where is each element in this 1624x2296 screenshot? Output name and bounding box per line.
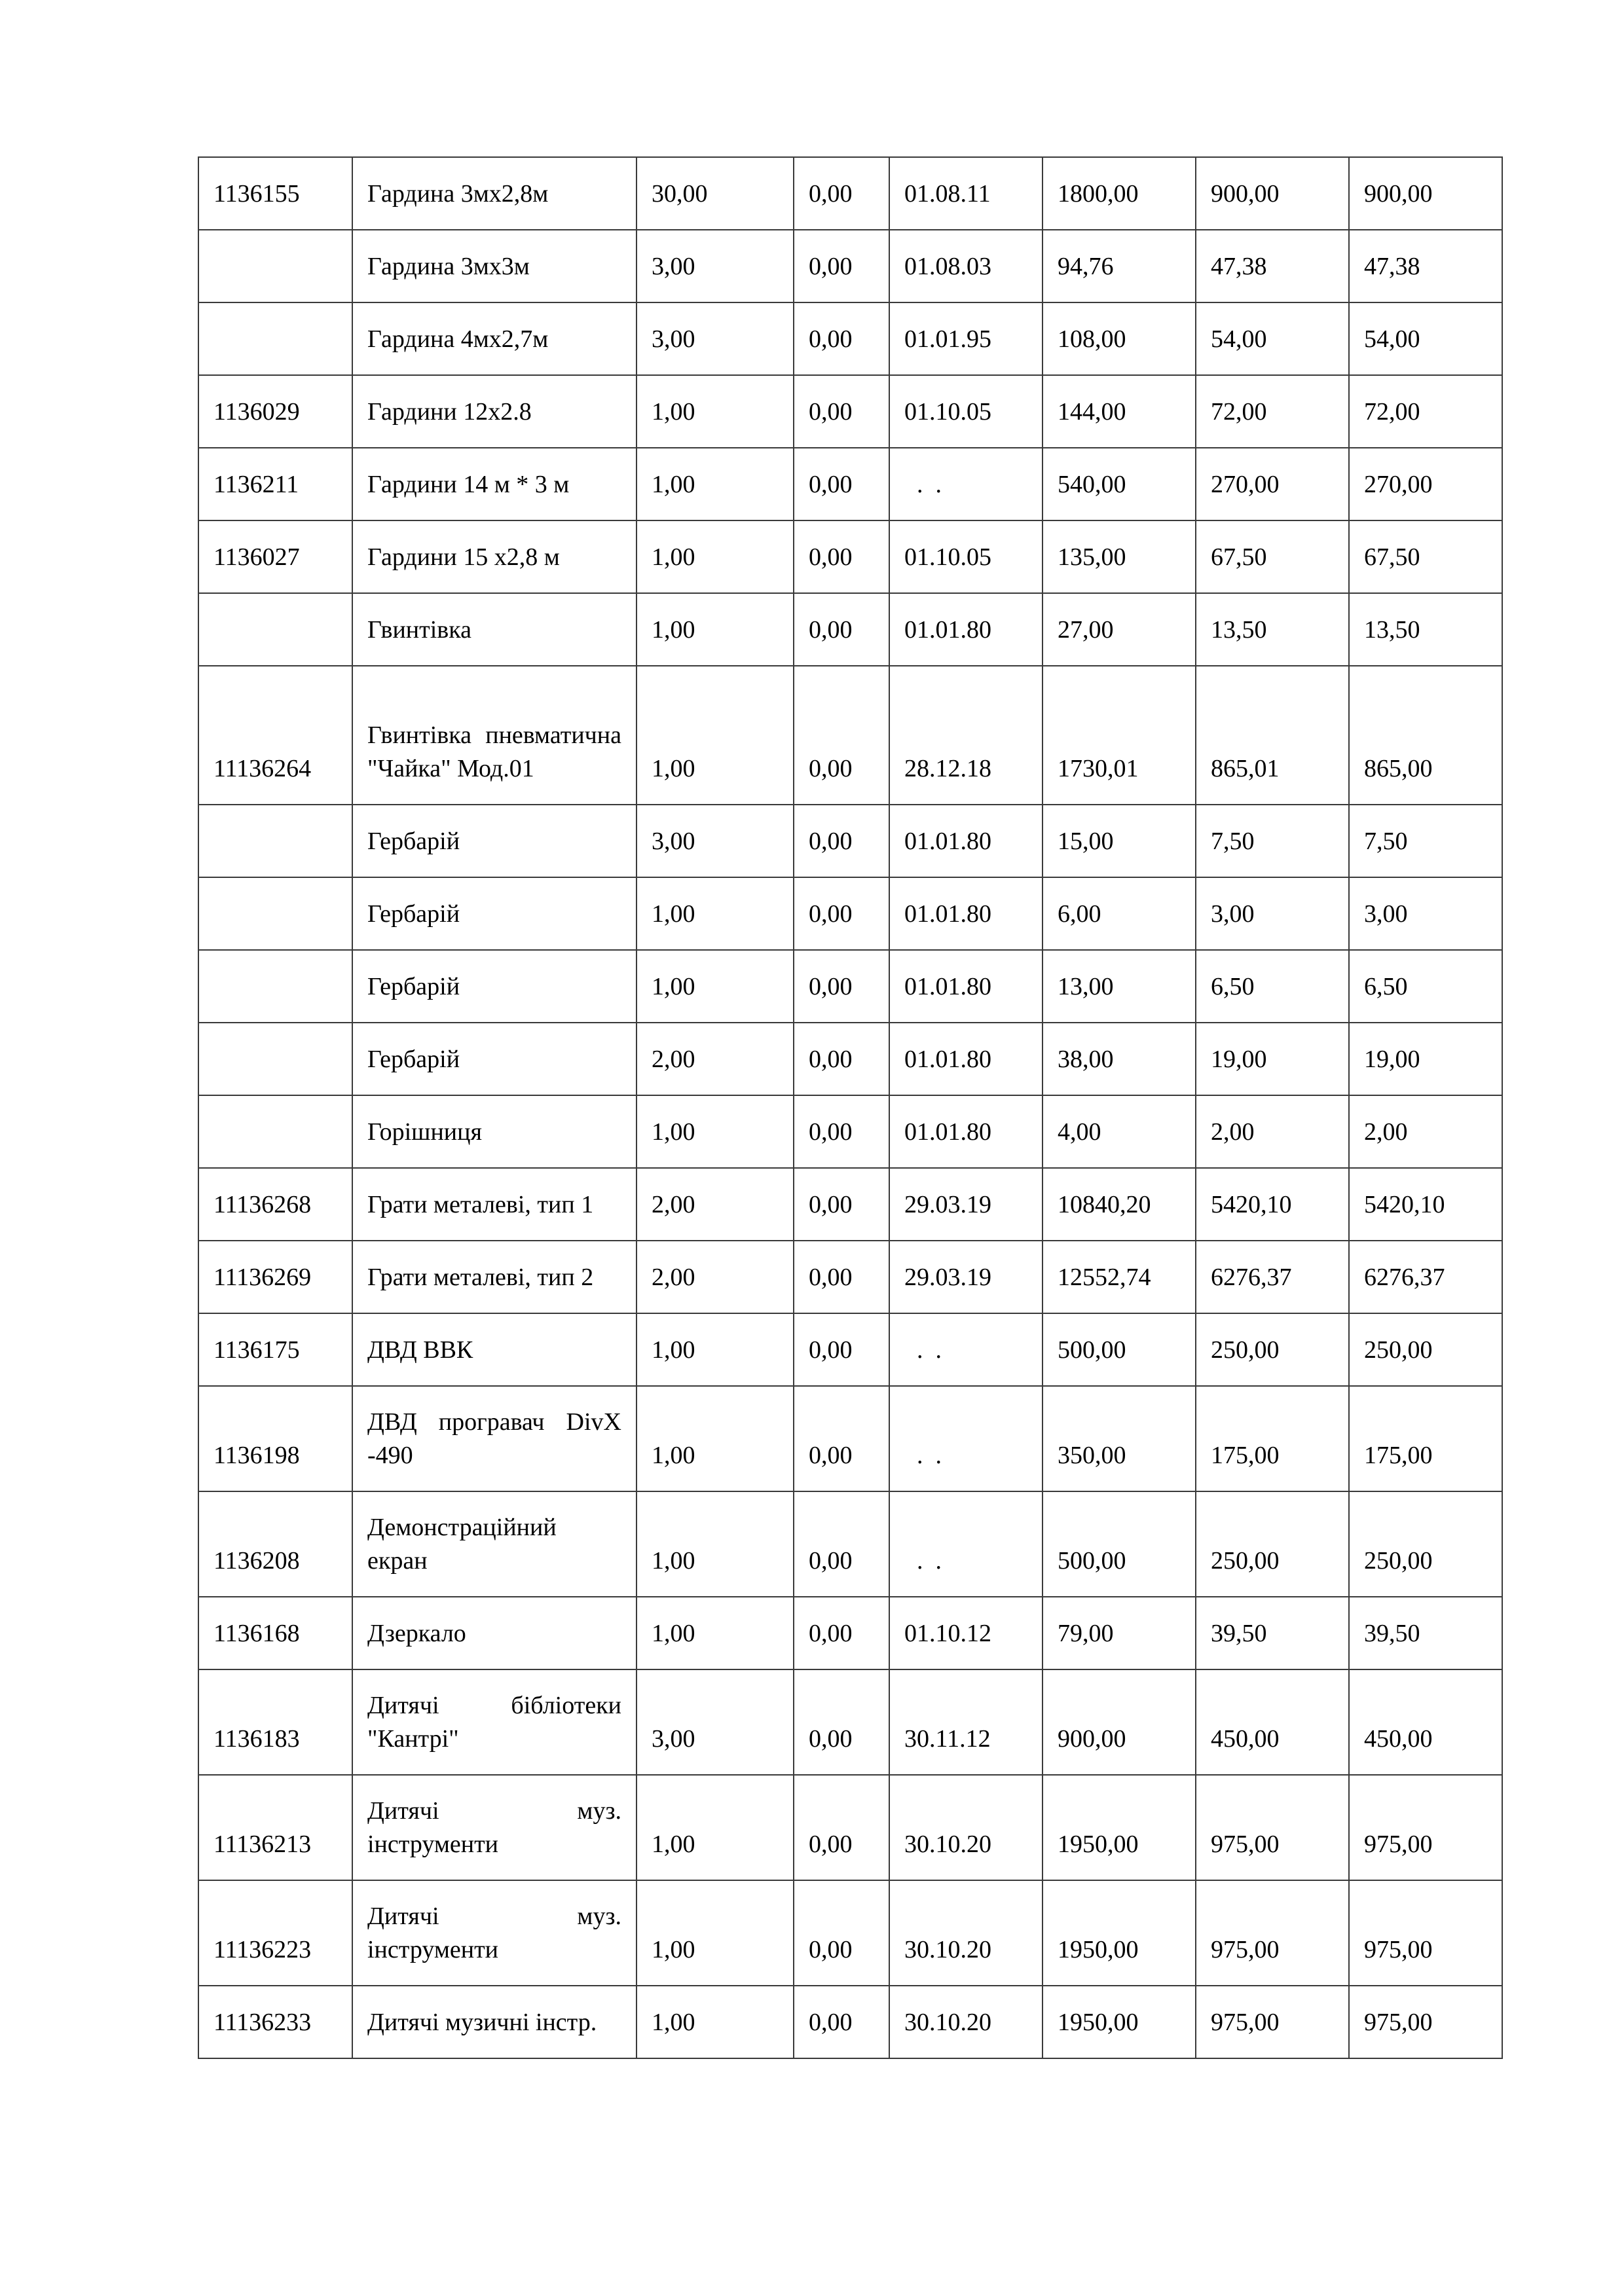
total-cost-cell: 10840,20 (1043, 1168, 1196, 1241)
date-cell: 29.03.19 (889, 1241, 1043, 1313)
item-name-cell: Гардини 14 м * 3 м (352, 448, 637, 520)
total-cost-cell: 135,00 (1043, 520, 1196, 593)
table-body (198, 157, 1502, 2058)
total-cost-cell: 1800,00 (1043, 157, 1196, 230)
table-row (198, 448, 1502, 520)
item-name-cell: Дитячі музичні інстр. (352, 1986, 637, 2058)
zero-value-cell: 0,00 (794, 1597, 889, 1669)
zero-value-cell: 0,00 (794, 157, 889, 230)
depreciation-cell: 19,00 (1196, 1023, 1349, 1095)
zero-value-cell: 0,00 (794, 666, 889, 805)
total-cost-cell: 540,00 (1043, 448, 1196, 520)
quantity-cell: 1,00 (637, 1491, 794, 1597)
item-name-cell: Дитячі муз. інструменти (352, 1880, 637, 1986)
quantity-cell: 1,00 (637, 375, 794, 448)
inventory-number-cell: 1136211 (198, 448, 352, 520)
date-cell: 01.01.80 (889, 950, 1043, 1023)
item-name-cell: Гардини 12х2.8 (352, 375, 637, 448)
residual-value-cell: 2,00 (1349, 1095, 1502, 1168)
item-name-cell: Гвинтівка пневматична "Чайка" Мод.01 (352, 666, 637, 805)
residual-value-cell: 54,00 (1349, 302, 1502, 375)
item-name-cell: Грати металеві, тип 2 (352, 1241, 637, 1313)
inventory-number-cell: 11136233 (198, 1986, 352, 2058)
item-name-cell: ДВД ВВК (352, 1313, 637, 1386)
table-row (198, 302, 1502, 375)
inventory-number-cell (198, 1095, 352, 1168)
inventory-number-cell (198, 230, 352, 302)
quantity-cell: 3,00 (637, 1669, 794, 1775)
item-name-cell: Гербарій (352, 877, 637, 950)
date-cell: 01.01.80 (889, 593, 1043, 666)
table-row (198, 1775, 1502, 1880)
residual-value-cell: 72,00 (1349, 375, 1502, 448)
table-row (198, 375, 1502, 448)
zero-value-cell: 0,00 (794, 1023, 889, 1095)
total-cost-cell: 144,00 (1043, 375, 1196, 448)
date-cell: 01.01.80 (889, 1095, 1043, 1168)
depreciation-cell: 250,00 (1196, 1491, 1349, 1597)
depreciation-cell: 6276,37 (1196, 1241, 1349, 1313)
table-row (198, 1880, 1502, 1986)
item-name-cell: Гербарій (352, 1023, 637, 1095)
table-row (198, 1669, 1502, 1775)
residual-value-cell: 39,50 (1349, 1597, 1502, 1669)
residual-value-cell: 19,00 (1349, 1023, 1502, 1095)
total-cost-cell: 6,00 (1043, 877, 1196, 950)
date-cell: 01.10.05 (889, 375, 1043, 448)
quantity-cell: 2,00 (637, 1241, 794, 1313)
table-row (198, 877, 1502, 950)
zero-value-cell: 0,00 (794, 448, 889, 520)
zero-value-cell: 0,00 (794, 1669, 889, 1775)
date-cell: 01.01.80 (889, 1023, 1043, 1095)
table-row (198, 950, 1502, 1023)
date-cell: . . (889, 448, 1043, 520)
inventory-number-cell (198, 593, 352, 666)
total-cost-cell: 1950,00 (1043, 1775, 1196, 1880)
total-cost-cell: 13,00 (1043, 950, 1196, 1023)
table-row (198, 1313, 1502, 1386)
residual-value-cell: 6276,37 (1349, 1241, 1502, 1313)
inventory-number-cell: 1136208 (198, 1491, 352, 1597)
depreciation-cell: 2,00 (1196, 1095, 1349, 1168)
depreciation-cell: 175,00 (1196, 1386, 1349, 1491)
inventory-number-cell (198, 950, 352, 1023)
inventory-number-cell: 11136268 (198, 1168, 352, 1241)
date-cell: 01.01.80 (889, 877, 1043, 950)
total-cost-cell: 4,00 (1043, 1095, 1196, 1168)
item-name-cell: ДВД програвач DivX -490 (352, 1386, 637, 1491)
quantity-cell: 1,00 (637, 1095, 794, 1168)
residual-value-cell: 900,00 (1349, 157, 1502, 230)
table-row (198, 1597, 1502, 1669)
zero-value-cell: 0,00 (794, 1491, 889, 1597)
item-name-cell: Дзеркало (352, 1597, 637, 1669)
date-cell: 30.10.20 (889, 1880, 1043, 1986)
depreciation-cell: 5420,10 (1196, 1168, 1349, 1241)
residual-value-cell: 7,50 (1349, 805, 1502, 877)
table-row (198, 593, 1502, 666)
depreciation-cell: 54,00 (1196, 302, 1349, 375)
residual-value-cell: 975,00 (1349, 1775, 1502, 1880)
inventory-number-cell (198, 302, 352, 375)
item-name-cell: Гардина 3мх3м (352, 230, 637, 302)
quantity-cell: 1,00 (637, 1880, 794, 1986)
zero-value-cell: 0,00 (794, 1313, 889, 1386)
item-name-cell: Грати металеві, тип 1 (352, 1168, 637, 1241)
date-cell: 28.12.18 (889, 666, 1043, 805)
item-name-cell: Горішниця (352, 1095, 637, 1168)
date-cell: . . (889, 1491, 1043, 1597)
quantity-cell: 2,00 (637, 1023, 794, 1095)
total-cost-cell: 500,00 (1043, 1313, 1196, 1386)
quantity-cell: 1,00 (637, 448, 794, 520)
zero-value-cell: 0,00 (794, 1986, 889, 2058)
depreciation-cell: 6,50 (1196, 950, 1349, 1023)
residual-value-cell: 270,00 (1349, 448, 1502, 520)
table-row (198, 1095, 1502, 1168)
zero-value-cell: 0,00 (794, 375, 889, 448)
zero-value-cell: 0,00 (794, 520, 889, 593)
item-name-cell: Гвинтівка (352, 593, 637, 666)
quantity-cell: 3,00 (637, 230, 794, 302)
zero-value-cell: 0,00 (794, 1880, 889, 1986)
zero-value-cell: 0,00 (794, 1386, 889, 1491)
inventory-number-cell: 1136155 (198, 157, 352, 230)
total-cost-cell: 108,00 (1043, 302, 1196, 375)
zero-value-cell: 0,00 (794, 593, 889, 666)
table-row (198, 1491, 1502, 1597)
table-row (198, 230, 1502, 302)
inventory-number-cell: 1136183 (198, 1669, 352, 1775)
date-cell: 30.10.20 (889, 1775, 1043, 1880)
total-cost-cell: 1950,00 (1043, 1986, 1196, 2058)
item-name-cell: Гардини 15 х2,8 м (352, 520, 637, 593)
zero-value-cell: 0,00 (794, 230, 889, 302)
residual-value-cell: 975,00 (1349, 1880, 1502, 1986)
residual-value-cell: 5420,10 (1349, 1168, 1502, 1241)
depreciation-cell: 47,38 (1196, 230, 1349, 302)
quantity-cell: 1,00 (637, 950, 794, 1023)
zero-value-cell: 0,00 (794, 1168, 889, 1241)
quantity-cell: 30,00 (637, 157, 794, 230)
depreciation-cell: 7,50 (1196, 805, 1349, 877)
total-cost-cell: 350,00 (1043, 1386, 1196, 1491)
quantity-cell: 1,00 (637, 1986, 794, 2058)
quantity-cell: 3,00 (637, 302, 794, 375)
item-name-cell: Гербарій (352, 805, 637, 877)
inventory-number-cell: 11136269 (198, 1241, 352, 1313)
table-row (198, 157, 1502, 230)
zero-value-cell: 0,00 (794, 950, 889, 1023)
depreciation-cell: 975,00 (1196, 1880, 1349, 1986)
inventory-number-cell: 1136027 (198, 520, 352, 593)
inventory-number-cell: 11136264 (198, 666, 352, 805)
total-cost-cell: 38,00 (1043, 1023, 1196, 1095)
date-cell: . . (889, 1313, 1043, 1386)
depreciation-cell: 67,50 (1196, 520, 1349, 593)
table-row (198, 1241, 1502, 1313)
total-cost-cell: 900,00 (1043, 1669, 1196, 1775)
inventory-number-cell: 1136198 (198, 1386, 352, 1491)
date-cell: . . (889, 1386, 1043, 1491)
inventory-number-cell: 11136223 (198, 1880, 352, 1986)
inventory-number-cell: 1136175 (198, 1313, 352, 1386)
depreciation-cell: 13,50 (1196, 593, 1349, 666)
zero-value-cell: 0,00 (794, 1241, 889, 1313)
date-cell: 29.03.19 (889, 1168, 1043, 1241)
date-cell: 01.10.12 (889, 1597, 1043, 1669)
item-name-cell: Демонстраційний екран (352, 1491, 637, 1597)
date-cell: 01.01.95 (889, 302, 1043, 375)
zero-value-cell: 0,00 (794, 805, 889, 877)
inventory-table (198, 156, 1503, 2059)
total-cost-cell: 94,76 (1043, 230, 1196, 302)
table-row (198, 1386, 1502, 1491)
zero-value-cell: 0,00 (794, 1775, 889, 1880)
residual-value-cell: 450,00 (1349, 1669, 1502, 1775)
total-cost-cell: 15,00 (1043, 805, 1196, 877)
date-cell: 01.10.05 (889, 520, 1043, 593)
quantity-cell: 1,00 (637, 593, 794, 666)
date-cell: 01.08.11 (889, 157, 1043, 230)
quantity-cell: 1,00 (637, 1597, 794, 1669)
depreciation-cell: 975,00 (1196, 1986, 1349, 2058)
date-cell: 30.10.20 (889, 1986, 1043, 2058)
quantity-cell: 1,00 (637, 1775, 794, 1880)
zero-value-cell: 0,00 (794, 877, 889, 950)
inventory-number-cell (198, 1023, 352, 1095)
item-name-cell: Гардина 4мх2,7м (352, 302, 637, 375)
residual-value-cell: 250,00 (1349, 1313, 1502, 1386)
table-row (198, 1023, 1502, 1095)
total-cost-cell: 12552,74 (1043, 1241, 1196, 1313)
item-name-cell: Дитячі бібліотеки "Кантрі" (352, 1669, 637, 1775)
table-row (198, 520, 1502, 593)
total-cost-cell: 1950,00 (1043, 1880, 1196, 1986)
date-cell: 01.08.03 (889, 230, 1043, 302)
depreciation-cell: 975,00 (1196, 1775, 1349, 1880)
total-cost-cell: 79,00 (1043, 1597, 1196, 1669)
residual-value-cell: 975,00 (1349, 1986, 1502, 2058)
inventory-number-cell: 1136029 (198, 375, 352, 448)
date-cell: 01.01.80 (889, 805, 1043, 877)
residual-value-cell: 47,38 (1349, 230, 1502, 302)
zero-value-cell: 0,00 (794, 1095, 889, 1168)
total-cost-cell: 1730,01 (1043, 666, 1196, 805)
table-row (198, 666, 1502, 805)
total-cost-cell: 27,00 (1043, 593, 1196, 666)
depreciation-cell: 3,00 (1196, 877, 1349, 950)
quantity-cell: 1,00 (637, 1386, 794, 1491)
table-row (198, 1986, 1502, 2058)
zero-value-cell: 0,00 (794, 302, 889, 375)
residual-value-cell: 6,50 (1349, 950, 1502, 1023)
item-name-cell: Дитячі муз. інструменти (352, 1775, 637, 1880)
residual-value-cell: 3,00 (1349, 877, 1502, 950)
residual-value-cell: 250,00 (1349, 1491, 1502, 1597)
inventory-number-cell: 1136168 (198, 1597, 352, 1669)
quantity-cell: 2,00 (637, 1168, 794, 1241)
inventory-number-cell (198, 877, 352, 950)
table-row (198, 805, 1502, 877)
item-name-cell: Гардина 3мх2,8м (352, 157, 637, 230)
quantity-cell: 1,00 (637, 877, 794, 950)
residual-value-cell: 865,00 (1349, 666, 1502, 805)
item-name-cell: Гербарій (352, 950, 637, 1023)
depreciation-cell: 900,00 (1196, 157, 1349, 230)
residual-value-cell: 67,50 (1349, 520, 1502, 593)
inventory-number-cell: 11136213 (198, 1775, 352, 1880)
quantity-cell: 1,00 (637, 1313, 794, 1386)
depreciation-cell: 39,50 (1196, 1597, 1349, 1669)
quantity-cell: 1,00 (637, 666, 794, 805)
depreciation-cell: 250,00 (1196, 1313, 1349, 1386)
inventory-number-cell (198, 805, 352, 877)
depreciation-cell: 865,01 (1196, 666, 1349, 805)
quantity-cell: 3,00 (637, 805, 794, 877)
residual-value-cell: 13,50 (1349, 593, 1502, 666)
residual-value-cell: 175,00 (1349, 1386, 1502, 1491)
quantity-cell: 1,00 (637, 520, 794, 593)
depreciation-cell: 72,00 (1196, 375, 1349, 448)
total-cost-cell: 500,00 (1043, 1491, 1196, 1597)
table-row (198, 1168, 1502, 1241)
date-cell: 30.11.12 (889, 1669, 1043, 1775)
depreciation-cell: 270,00 (1196, 448, 1349, 520)
depreciation-cell: 450,00 (1196, 1669, 1349, 1775)
